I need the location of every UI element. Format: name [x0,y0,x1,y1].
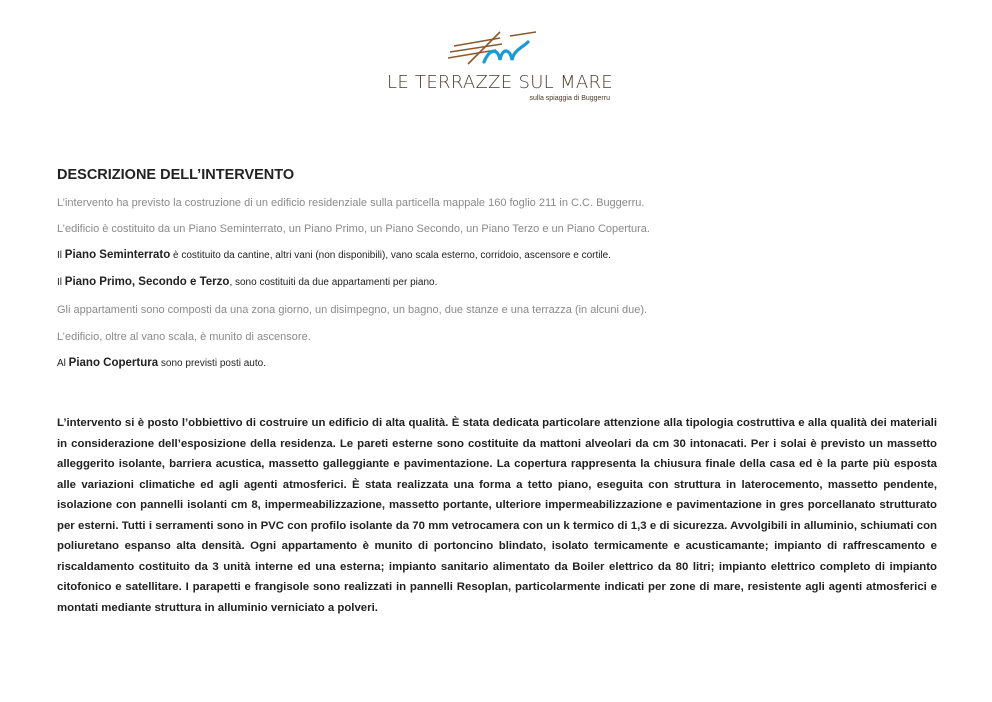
line-3-rest: è costituito da cantine, altri vani (non disponibili), vano scala esterno, corridoio, ascensore e cortile. [170,250,612,261]
description-line-1: L’intervento ha previsto la costruzione di un edificio residenziale sulla particella mappale 160 foglio 211 in C.C. Buggerru. [57,197,645,209]
description-line-5: Gli appartamenti sono composti da una zona giorno, un disimpegno, un bagno, due stanze e una terrazza (in alcuni due). [57,304,648,316]
line-7-prefix: Al [57,358,69,369]
brand-subtitle: sulla spiaggia di Buggerru [529,95,610,102]
description-line-3 [57,249,611,261]
line-4-bold: Piano Primo, Secondo e Terzo [64,276,230,288]
line-3-bold: Piano Seminterrato [64,249,171,261]
section-heading: DESCRIZIONE DELL’INTERVENTO [57,167,295,183]
description-line-7 [57,357,266,369]
line-7-bold: Piano Copertura [68,357,159,369]
brand-title: LE TERRAZZE SUL MARE [387,72,613,93]
description-line-6: L’edificio, oltre al vano scala, è munito di ascensore. [57,331,311,343]
line-3-prefix: Il [57,250,65,261]
technical-paragraph: L’intervento si è posto l’obbiettivo di costruire un edificio di alta qualità. È stata dedicata particolare attenzione alla tipologia costruttiva e alla qualità dei materiali in considerazione dell’esposizione della residenza. Le pareti esterne sono costituite da mattoni alveolari da cm 30 intonacati. Per i solai è previsto un massetto alleggerito isolante, barriera acustica, massetto galleggiante e pavimentazione. La copertura rappresenta la chiusura finale della casa ed è la parte più esposta alle variazioni climatiche ed agli agenti atmosferici. È stata realizzata una forma a tetto piano, eseguita con struttura in laterocemento, massetto pendente, isolazione con pannelli isolanti cm 8, impermeabilizzazione, massetto portante, ulteriore impermeabilizzazione e pavimentazione in gres porcellanato strutturato per esterni. Tutti i serramenti sono in PVC con profilo isolante da 70 mm vetrocamera con un k termico di 1,3 e di sicurezza. Avvolgibili in alluminio, schiumati con poliuretano espanso alta densità. Ogni appartamento è munito di portoncino blindato, isolato termicamente e acusticamante; impianto di raffrescamento e riscaldamento costituito da 3 unità interne ed una esterna; impianto sanitario alimentato da Boiler elettrico da 80 litri; impianto elettrico completo di impianto citofonico e satellitare. I parapetti e frangisole sono realizzati in pannelli Resoplan, particolarmente indicati per zone di mare, resistente agli agenti atmosferici e montati mediante struttura in alluminio verniciato a polveri. [57,417,937,614]
logo-mark-icon [440,28,560,72]
description-line-2: L’edificio è costituito da un Piano Seminterrato, un Piano Primo, un Piano Secondo, un Piano Terzo e un Piano Copertura. [57,223,650,235]
line-4-prefix: Il [57,277,65,288]
line-7-rest: sono previsti posti auto. [158,358,266,369]
line-4-rest: , sono costituiti da due appartamenti per piano. [229,277,438,288]
logo [380,28,620,118]
description-line-4 [57,276,437,288]
